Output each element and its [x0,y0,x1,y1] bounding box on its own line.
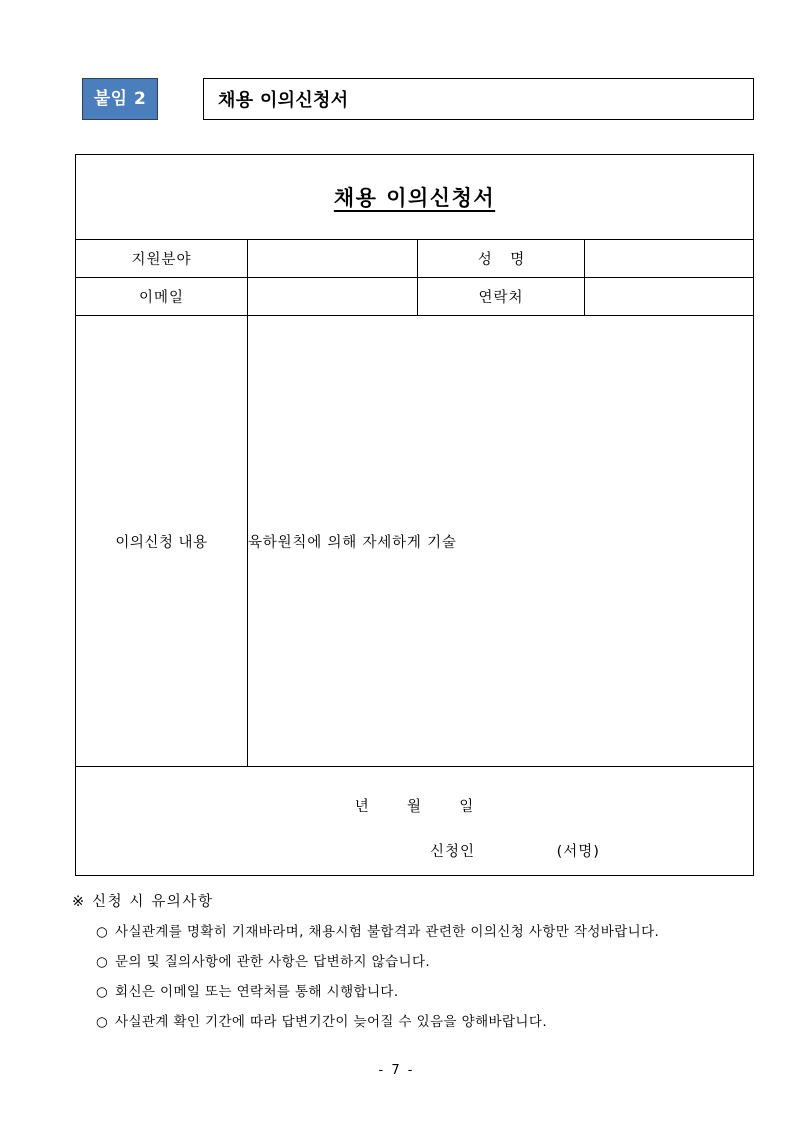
note-text: 회신은 이메일 또는 연락처를 통해 시행합니다. [115,984,399,1000]
list-item [96,1010,762,1030]
appeal-content-label: 이의신청 내용 [76,316,248,767]
note-text: 사실관계를 명확히 기재바라며, 채용시험 불합격과 관련한 이의신청 사항만 작성바랍니다. [115,924,660,940]
circle-bullet-icon: ○ [96,1014,109,1030]
field-value-contact[interactable] [585,278,754,316]
attachment-header [82,78,754,122]
note-text: 문의 및 질의사항에 관한 사항은 답변하지 않습니다. [115,954,431,970]
notes-section [72,890,762,1040]
form-title-cell [76,155,754,240]
circle-bullet-icon: ○ [96,954,109,970]
list-item [96,920,762,940]
field-value-name[interactable] [585,240,754,278]
date-month-label: 월 [406,799,422,815]
appeal-content-row [76,316,754,767]
notes-heading: ※ 신청 시 유의사항 [72,894,214,910]
note-text: 사실관계 확인 기간에 따라 답변기간이 늦어질 수 있음을 양해바랍니다. [115,1014,548,1030]
signature-date-line [76,795,753,816]
appeal-form-table [75,154,754,876]
field-label-name: 성 명 [418,240,585,278]
field-label-applied-area: 지원분야 [76,240,248,278]
signature-cell [76,767,754,876]
signature-mark: (서명) [556,844,600,860]
field-value-email[interactable] [248,278,418,316]
appeal-content-input[interactable]: 육하원칙에 의해 자세하게 기술 [248,316,754,767]
field-label-email: 이메일 [76,278,248,316]
attachment-title-text: 채용 이의신청서 [218,90,349,111]
table-row [76,278,754,316]
form-title-row [76,155,754,240]
field-value-applied-area[interactable] [248,240,418,278]
signature-row [76,767,754,876]
page-number: - 7 - [378,1063,415,1078]
document-title: 채용 이의신청서 [333,186,496,210]
date-year-label: 년 [354,799,370,815]
field-label-contact: 연락처 [418,278,585,316]
list-item [96,950,762,970]
circle-bullet-icon: ○ [96,924,109,940]
list-item [96,980,762,1000]
signature-applicant-line [430,840,600,861]
date-day-label: 일 [459,799,475,815]
attachment-title-box [203,78,754,120]
table-row [76,240,754,278]
attachment-badge: 붙임 2 [82,78,158,120]
circle-bullet-icon: ○ [96,984,109,1000]
applicant-label: 신청인 [430,844,476,860]
